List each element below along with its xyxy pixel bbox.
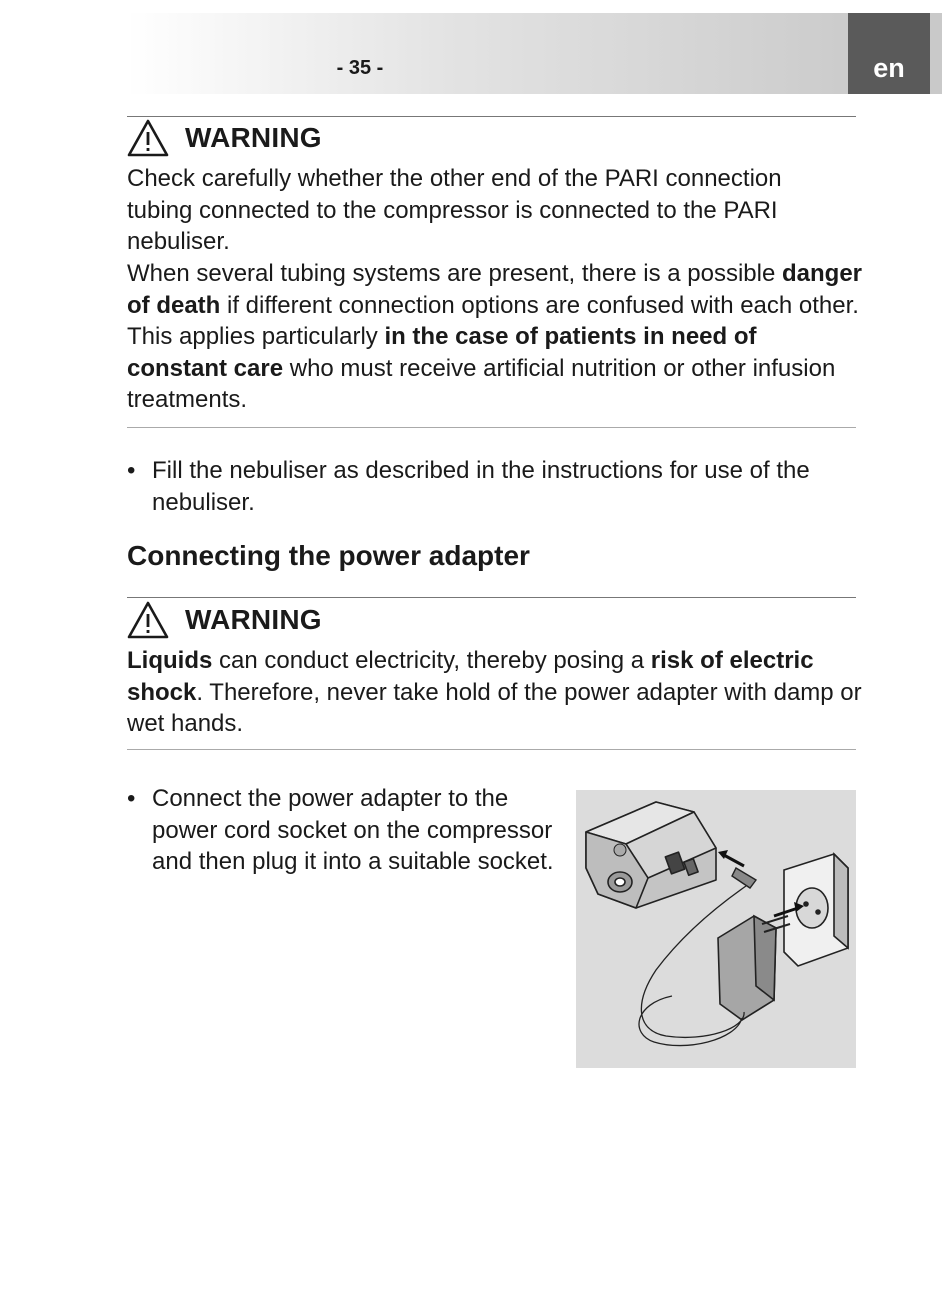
section-heading: Connecting the power adapter — [127, 540, 530, 571]
warning-triangle-icon — [127, 601, 169, 639]
text-span: who must receive artificial nutrition or other infusion treatments. — [127, 354, 836, 414]
warning-title: WARNING — [185, 604, 322, 635]
warning-title: WARNING — [185, 122, 322, 153]
bullet-marker: • — [127, 785, 136, 812]
warning-top-rule — [127, 597, 856, 598]
header-bar — [127, 13, 930, 94]
language-tab-label: en — [873, 53, 905, 83]
list-item-text: Connect the power adapter to the power cord socket on the compressor and then plug it into a suitable socket. — [152, 785, 554, 876]
warning-bottom-rule — [127, 749, 856, 750]
header-edge-strip — [930, 13, 942, 94]
warning-danger-paragraph — [127, 258, 862, 416]
warning-text-paragraph — [127, 645, 862, 740]
compressor-and-adapter-drawing — [576, 790, 856, 1068]
emphasis-text: in the case of patients in need of constant care — [127, 323, 757, 382]
text-span: . Therefore, never take hold of the power adapter with damp or wet hands. — [127, 678, 862, 738]
emphasis-text: risk of electric shock — [127, 647, 814, 706]
warning-top-rule — [127, 116, 856, 117]
power-adapter-illustration — [576, 790, 856, 1068]
list-item-text: Fill the nebuliser as described in the instructions for use of the nebuliser. — [152, 457, 810, 516]
language-tab — [848, 13, 930, 94]
warning-text-paragraph: Check carefully whether the other end of the PARI connection tubing connected to the compressor is connected to the PARI nebuliser. — [127, 165, 782, 256]
warning-bottom-rule — [127, 427, 856, 428]
power-adapter-drawing — [718, 916, 790, 1020]
emphasis-text: Liquids — [127, 647, 213, 674]
warning-heading — [127, 600, 322, 640]
warning-triangle-icon — [127, 119, 169, 157]
bullet-marker: • — [127, 457, 136, 484]
text-span: can conduct electricity, thereby posing a — [212, 647, 651, 674]
page-number: - 35 - — [336, 57, 384, 79]
warning-heading — [127, 118, 322, 158]
emphasis-text: danger of death — [127, 260, 862, 319]
text-span: if different connection options are confused with each other. This applies particularly — [127, 291, 859, 351]
text-span: When several tubing systems are present, there is a possible — [127, 260, 782, 287]
compressor-drawing — [586, 802, 716, 908]
